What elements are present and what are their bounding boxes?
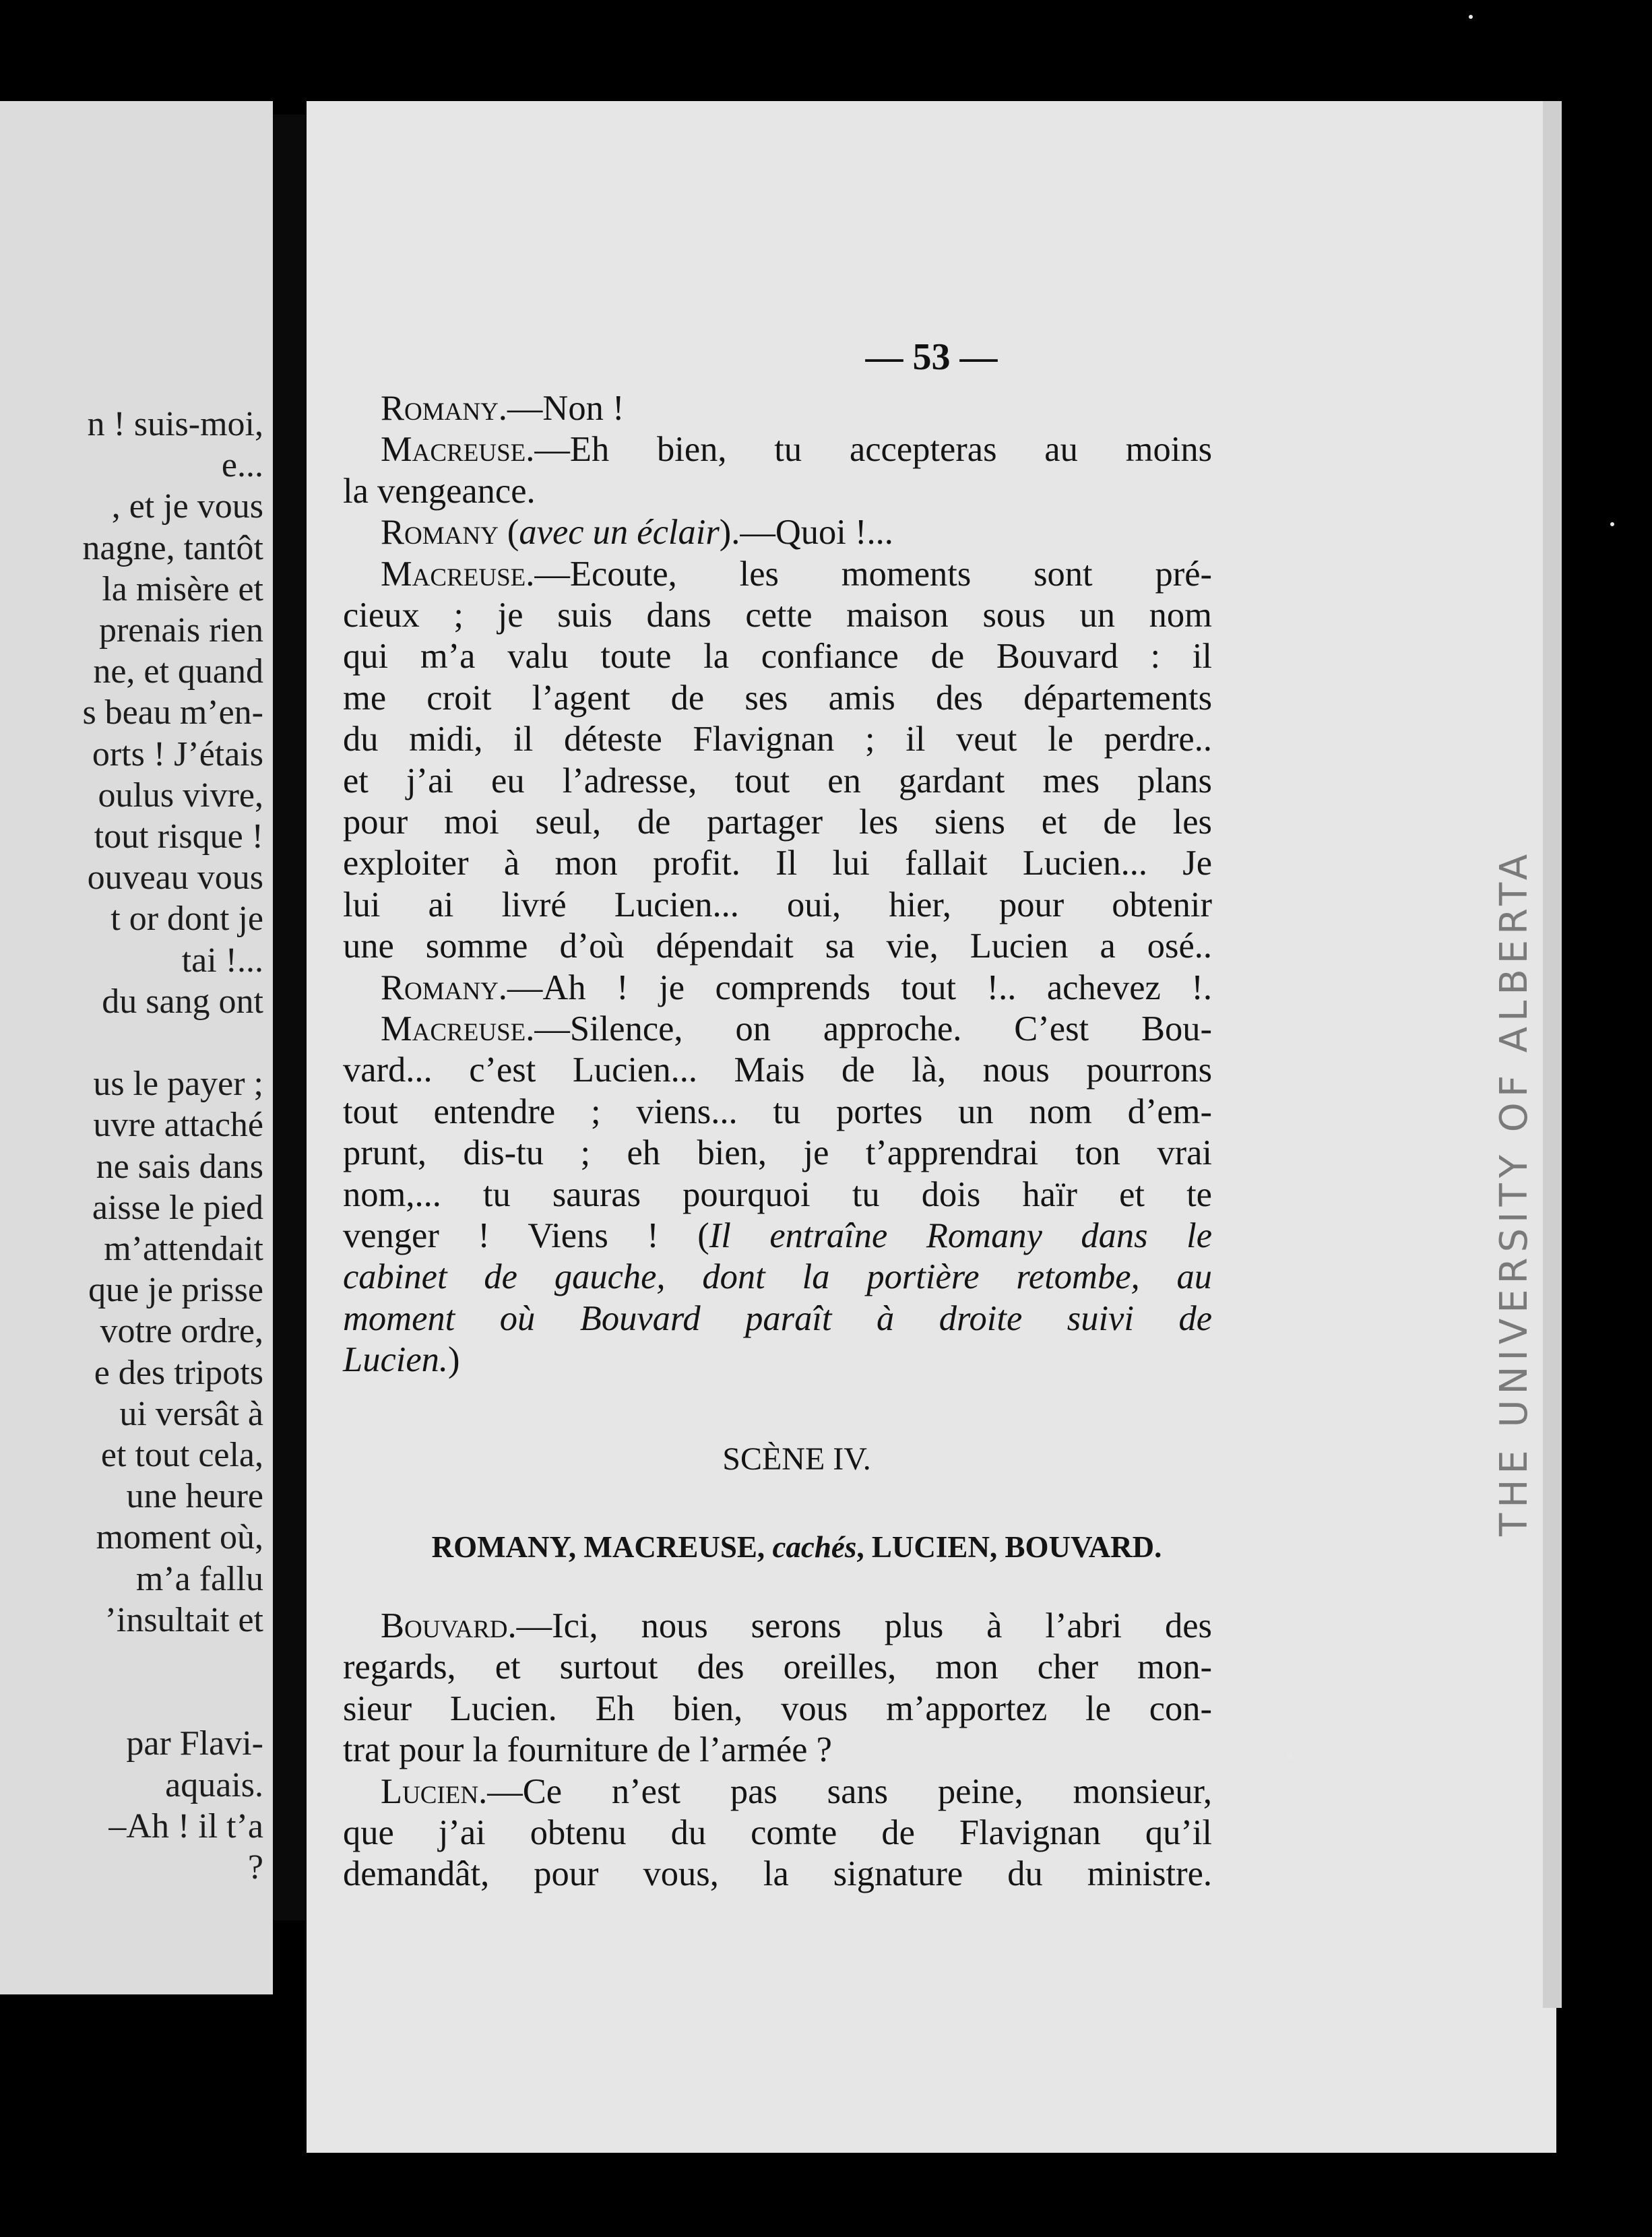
text-line [381, 1008, 1212, 1050]
text-line [381, 1771, 1212, 1813]
left-page-line: prenais rien [98, 611, 263, 650]
text-run: exploiter à mon profit. Il lui fallait Lucien... Je [343, 844, 1212, 883]
left-page-line: ’insultait et [104, 1600, 263, 1639]
text-line [343, 1646, 1212, 1688]
text-line [343, 1812, 1212, 1854]
text-run: —Eh bien, tu accepteras au moins [534, 430, 1212, 470]
text-line [343, 1298, 1212, 1340]
left-page-line: une heure [126, 1477, 263, 1516]
text-line [343, 925, 1212, 967]
text-line [343, 760, 1212, 802]
scene-title: SCÈNE IV. [722, 1441, 871, 1477]
text-run: et j’ai eu l’adresse, tout en gardant mes plans [343, 761, 1212, 800]
left-page-line: s beau m’en- [82, 693, 263, 732]
stage-direction: Il entraîne Romany dans le [709, 1216, 1212, 1255]
text-run: nom,... tu sauras pourquoi tu dois haïr et te [343, 1174, 1212, 1214]
text-line [343, 677, 1212, 719]
speaker-name: Bouvard. [381, 1606, 517, 1645]
text-run: demandât, pour vous, la signature du ministre. [343, 1854, 1212, 1894]
page-number: — 53 — [865, 336, 998, 378]
text-line [381, 1605, 1212, 1647]
text-line [381, 429, 1212, 470]
stage-direction: cachés [772, 1530, 857, 1564]
text-line [343, 1132, 1212, 1174]
left-page-line: aisse le pied [92, 1188, 263, 1227]
left-page-line: e... [221, 446, 263, 485]
text-line [343, 718, 1212, 760]
left-page-line: ne, et quand [93, 652, 263, 691]
library-stamp: THE UNIVERSITY OF ALBERTA [1492, 848, 1536, 1537]
left-page-line: m’attendait [104, 1230, 263, 1268]
left-page-line: nagne, tantôt [82, 528, 263, 567]
text-line [343, 1091, 1212, 1133]
book-gutter [273, 115, 307, 1920]
left-page-line: orts ! J’étais [92, 734, 263, 774]
text-line [343, 1215, 1212, 1257]
left-page-line: us le payer ; [93, 1065, 263, 1104]
left-page-line: m’a fallu [135, 1559, 263, 1598]
left-page-line: ouveau vous [87, 858, 263, 897]
dust-speck [1469, 15, 1473, 19]
text-run: —Ecoute, les moments sont pré- [534, 554, 1212, 594]
left-page-line: e des tripots [94, 1353, 263, 1392]
left-page-line: tout risque ! [94, 817, 263, 856]
text-run: sieur Lucien. Eh bien, vous m’apportez le con- [343, 1689, 1212, 1728]
left-page-line: par Flavi- [126, 1724, 263, 1763]
left-page-line: que je prisse [88, 1271, 263, 1310]
text-run: —Non ! [507, 389, 625, 428]
text-line [343, 1853, 1212, 1895]
text-line [343, 1174, 1212, 1216]
stage-direction: Lucien. [343, 1340, 449, 1380]
stage-direction: avec un éclair [519, 513, 720, 553]
left-page-line: ui versât à [119, 1394, 263, 1433]
left-page-line: n ! suis-moi, [87, 405, 263, 443]
left-page-line: , et je vous [111, 487, 263, 526]
text-run: qui m’a valu toute la confiance de Bouvard : il [343, 637, 1212, 676]
text-run: —Silence, on approche. C’est Bou- [534, 1009, 1212, 1048]
text-run: vard... c’est Lucien... Mais de là, nous pourrons [343, 1050, 1212, 1090]
text-line [343, 1688, 1212, 1730]
page-edge [1543, 101, 1562, 2008]
text-run: une somme d’où dépendait sa vie, Lucien a osé.. [343, 926, 1212, 966]
text-run: trat pour la fourniture de l’armée ? [343, 1730, 832, 1770]
text-run: ) [448, 1340, 460, 1380]
text-line [343, 801, 1212, 843]
stage-direction: cabinet de gauche, dont la portière retombe, au [343, 1257, 1212, 1297]
speaker-name: Romany. [381, 389, 507, 428]
left-page-line: moment où, [96, 1518, 263, 1557]
text-line [381, 511, 1212, 553]
left-page-line: uvre attaché [93, 1106, 263, 1145]
left-page-line: ? [247, 1848, 263, 1887]
text-run: me croit l’agent de ses amis des départements [343, 678, 1212, 718]
left-page-line: aquais. [165, 1765, 263, 1804]
text-run: du midi, il déteste Flavignan ; il veut le perdre.. [343, 720, 1212, 759]
left-page-line: ne sais dans [96, 1147, 263, 1186]
text-run: lui ai livré Lucien... oui, hier, pour obtenir [343, 885, 1212, 924]
text-run: ROMANY, MACREUSE, [431, 1530, 773, 1564]
text-line [343, 1049, 1212, 1091]
text-line [343, 1729, 1212, 1771]
right-page [307, 101, 1556, 2153]
text-line [343, 842, 1212, 884]
left-page-line: oulus vivre, [98, 776, 263, 815]
left-page-line: tai !... [181, 941, 263, 980]
text-run: la vengeance. [343, 471, 536, 511]
left-page [0, 101, 273, 1994]
text-run: regards, et surtout des oreilles, mon cher mon- [343, 1647, 1212, 1687]
speaker-name: Macreuse. [381, 430, 535, 470]
left-page-line: du sang ont [102, 982, 263, 1021]
scene-cast [307, 1526, 1287, 1568]
text-run: cieux ; je suis dans cette maison sous un nom [343, 596, 1212, 635]
text-line [343, 1339, 1212, 1381]
left-page-line: –Ah ! il t’a [108, 1806, 263, 1846]
text-line [343, 594, 1212, 636]
text-line [343, 1256, 1212, 1298]
text-line [343, 884, 1212, 926]
stage-direction: moment où Bouvard paraît à droite suivi de [343, 1298, 1212, 1338]
speaker-name: Macreuse. [381, 1009, 535, 1048]
text-run: tout entendre ; viens... tu portes un nom d’em- [343, 1092, 1212, 1131]
text-run: ).—Quoi !... [719, 513, 893, 553]
text-line [343, 635, 1212, 677]
text-line [381, 967, 1212, 1009]
dust-speck [1610, 522, 1614, 526]
text-run: ( [498, 513, 519, 553]
text-run: —Ici, nous serons plus à l’abri des [516, 1606, 1212, 1645]
speaker-name: Romany. [381, 968, 507, 1007]
text-line [343, 470, 1212, 512]
speaker-name: Romany [381, 513, 499, 553]
text-run: pour moi seul, de partager les siens et de les [343, 802, 1212, 842]
left-page-line: et tout cela, [100, 1436, 263, 1474]
left-page-line: la misère et [102, 569, 263, 608]
text-run: —Ah ! je comprends tout !.. achevez !. [507, 968, 1212, 1007]
speaker-name: Lucien. [381, 1771, 488, 1811]
text-line [381, 553, 1212, 595]
text-run: que j’ai obtenu du comte de Flavignan qu’il [343, 1813, 1212, 1852]
speaker-name: Macreuse. [381, 554, 535, 594]
text-run: venger ! Viens ! ( [343, 1216, 709, 1255]
text-run: prunt, dis-tu ; eh bien, je t’apprendrai ton vrai [343, 1133, 1212, 1173]
text-run: , LUCIEN, BOUVARD. [856, 1530, 1162, 1564]
text-line [381, 387, 1212, 429]
dust-speck [1287, 1753, 1292, 1759]
text-run: —Ce n’est pas sans peine, monsieur, [487, 1771, 1212, 1811]
left-page-line: votre ordre, [100, 1312, 263, 1351]
left-page-line: t or dont je [110, 900, 263, 939]
